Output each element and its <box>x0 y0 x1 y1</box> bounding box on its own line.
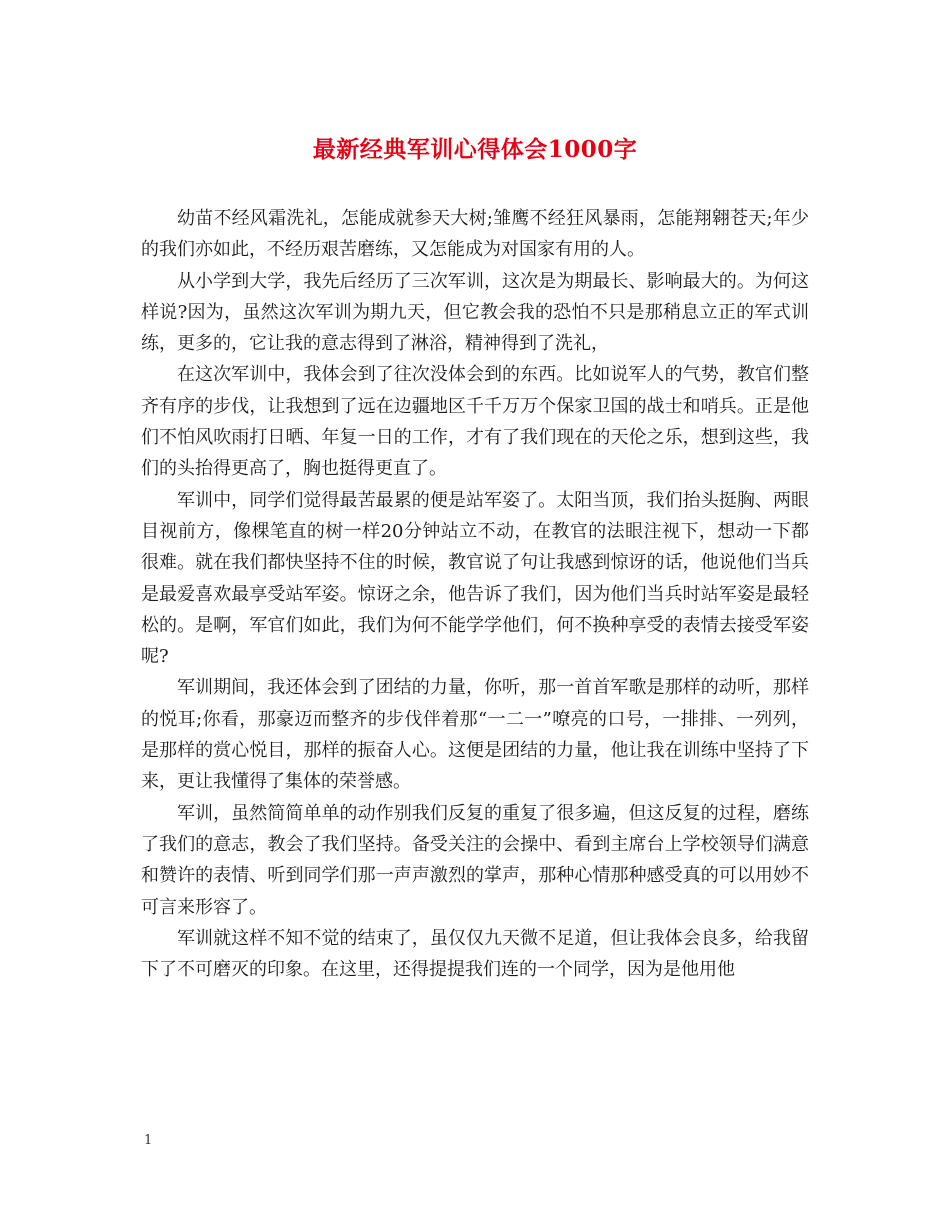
paragraph-5: 军训期间，我还体会到了团结的力量，你听，那一首首军歌是那样的动听，那样的悦耳;你看，那豪迈而整齐的步伐伴着那“一二一”嘹亮的口号，一排排、一列列，是那样的赏心悦目，那样的振奋人心。这便是团结的力量，他让我在训练中坚持了下来，更让我懂得了集体的荣誉感。 <box>141 677 809 793</box>
paragraph-1: 幼苗不经风霜洗礼，怎能成就参天大树;雏鹰不经狂风暴雨，怎能翔翱苍天;年少的我们亦如此，不经历艰苦磨练，又怎能成为对国家有用的人。 <box>141 208 809 261</box>
page-number: 1 <box>144 1133 153 1148</box>
document-body <box>141 203 809 985</box>
paragraph-6: 军训，虽然简简单单的动作别我们反复的重复了很多遍，但这反复的过程，磨练了我们的意志，教会了我们坚持。备受关注的会操中、看到主席台上学校领导们满意和赞许的表情、听到同学们那一声声激烈的掌声，那种心情那种感受真的可以用妙不可言来形容了。 <box>141 802 809 918</box>
paragraph-4: 军训中，同学们觉得最苦最累的便是站军姿了。太阳当顶，我们抬头挺胸、两眼目视前方，像棵笔直的树一样20分钟站立不动，在教官的法眼注视下，想动一下都很难。就在我们都快坚持不住的时候，教官说了句让我感到惊讶的话，他说他们当兵是最爱喜欢最享受站军姿。惊讶之余，他告诉了我们，因为他们当兵时站军姿是最轻松的。是啊，军官们如此，我们为何不能学学他们，何不换种享受的表情去接受军姿呢? <box>141 489 809 668</box>
paragraph-7: 军训就这样不知不觉的结束了，虽仅仅九天微不足道，但让我体会良多，给我留下了不可磨灭的印象。在这里，还得提提我们连的一个同学，因为是他用他 <box>141 927 809 981</box>
paragraph-2: 从小学到大学，我先后经历了三次军训，这次是为期最长、影响最大的。为何这样说?因为，虽然这次军训为期九天，但它教会我的恐怕不只是那稍息立正的军式训练，更多的，它让我的意志得到了淋浴，精神得到了洗礼， <box>141 270 809 355</box>
paragraph-3: 在这次军训中，我体会到了往次没体会到的东西。比如说军人的气势，教官们整齐有序的步伐，让我想到了远在边疆地区千千万万个保家卫国的战士和哨兵。正是他们不怕风吹雨打日晒、年复一日的工作，才有了我们现在的天伦之乐，想到这些，我们的头抬得更高了，胸也挺得更直了。 <box>141 364 809 480</box>
document-title: 最新经典军训心得体会1000字 <box>312 136 638 163</box>
